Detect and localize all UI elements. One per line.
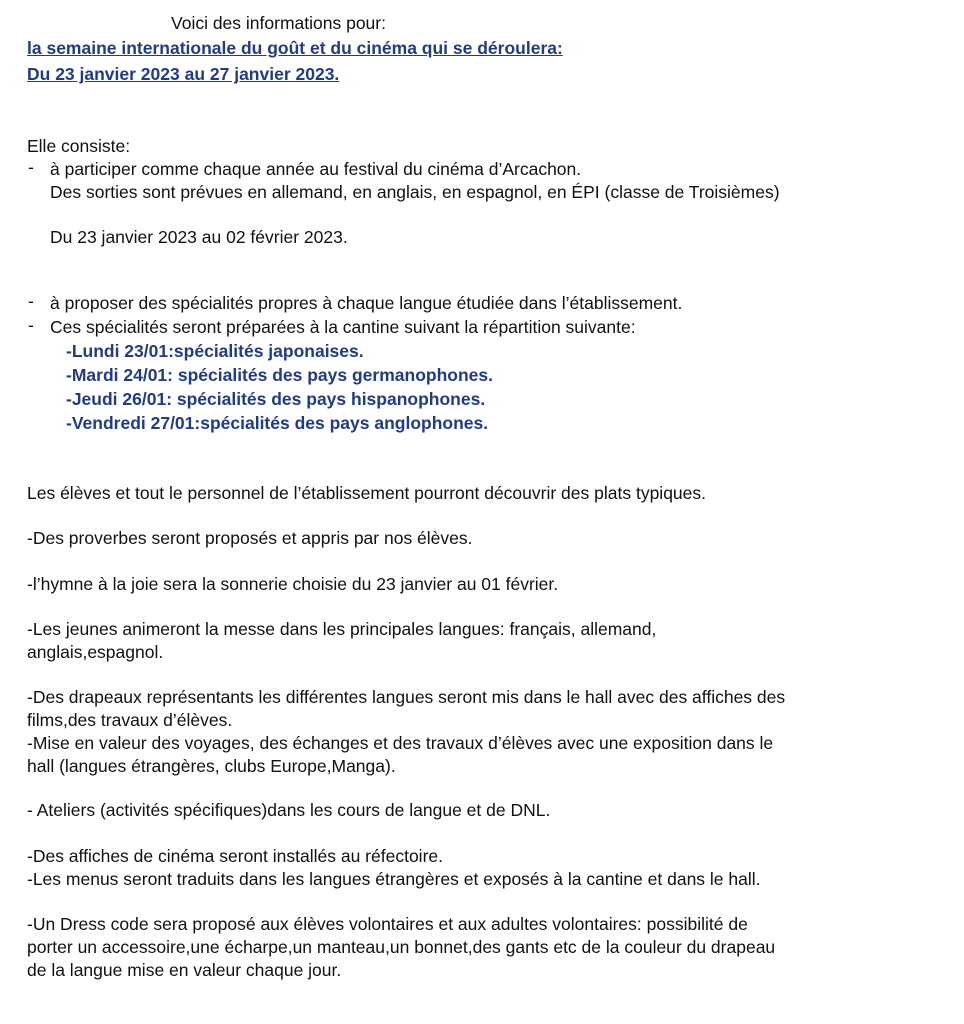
paragraph-drapeaux: -Des drapeaux représentants les différentes langues seront mis dans le hall avec des affiches des <box>27 687 786 707</box>
paragraph-menus: -Les menus seront traduits dans les langues étrangères et exposés à la cantine et dans le hall. <box>27 869 761 889</box>
schedule-item-monday: -Lundi 23/01:spécialités japonaises. <box>66 341 364 361</box>
bullet-dash: - <box>28 315 34 335</box>
item-cantine: Ces spécialités seront préparées à la cantine suivant la répartition suivante: <box>50 317 636 337</box>
schedule-item-friday: -Vendredi 27/01:spécialités des pays anglophones. <box>66 413 489 433</box>
paragraph-hymne: -l’hymne à la joie sera la sonnerie choisie du 23 janvier au 01 février. <box>27 574 559 594</box>
item-festival-detail: Des sorties sont prévues en allemand, en anglais, en espagnol, en ÉPI (classe de Troisièmes) <box>50 182 780 202</box>
consists-heading: Elle consiste: <box>27 136 131 156</box>
event-dates: Du 23 janvier 2023 au 27 janvier 2023. <box>27 64 340 84</box>
paragraph-messe-cont: anglais,espagnol. <box>27 642 164 662</box>
paragraph-messe: -Les jeunes animeront la messe dans les principales langues: français, allemand, <box>27 619 657 639</box>
paragraph-voyages: -Mise en valeur des voyages, des échanges et des travaux d’élèves avec une exposition dans le <box>27 733 774 753</box>
paragraph-plats: Les élèves et tout le personnel de l’établissement pourront découvrir des plats typiques. <box>27 483 707 503</box>
bullet-dash: - <box>28 157 34 177</box>
paragraph-drapeaux-cont: films,des travaux d’élèves. <box>27 710 233 730</box>
paragraph-affiches: -Des affiches de cinéma seront installés au réfectoire. <box>27 846 443 866</box>
paragraph-dress-code: -Un Dress code sera proposé aux élèves volontaires et aux adultes volontaires: possibilité de <box>27 914 748 934</box>
schedule-item-tuesday: -Mardi 24/01: spécialités des pays germanophones. <box>66 365 493 385</box>
item-specialities: à proposer des spécialités propres à chaque langue étudiée dans l’établissement. <box>50 293 683 313</box>
paragraph-voyages-cont: hall (langues étrangères, clubs Europe,Manga). <box>27 756 396 776</box>
festival-dates: Du 23 janvier 2023 au 02 février 2023. <box>50 227 348 247</box>
intro-text: Voici des informations pour: <box>171 13 386 33</box>
paragraph-ateliers: - Ateliers (activités spécifiques)dans les cours de langue et de DNL. <box>27 800 551 820</box>
paragraph-dress-code-cont: porter un accessoire,une écharpe,un manteau,un bonnet,des gants etc de la couleur du drapeau <box>27 937 776 957</box>
bullet-dash: - <box>28 291 34 311</box>
item-festival: à participer comme chaque année au festival du cinéma d’Arcachon. <box>50 159 582 179</box>
schedule-item-thursday: -Jeudi 26/01: spécialités des pays hispanophones. <box>66 389 486 409</box>
paragraph-proverbes: -Des proverbes seront proposés et appris par nos élèves. <box>27 528 473 548</box>
paragraph-dress-code-end: de la langue mise en valeur chaque jour. <box>27 960 342 980</box>
event-title: la semaine internationale du goût et du cinéma qui se déroulera: <box>27 38 563 58</box>
